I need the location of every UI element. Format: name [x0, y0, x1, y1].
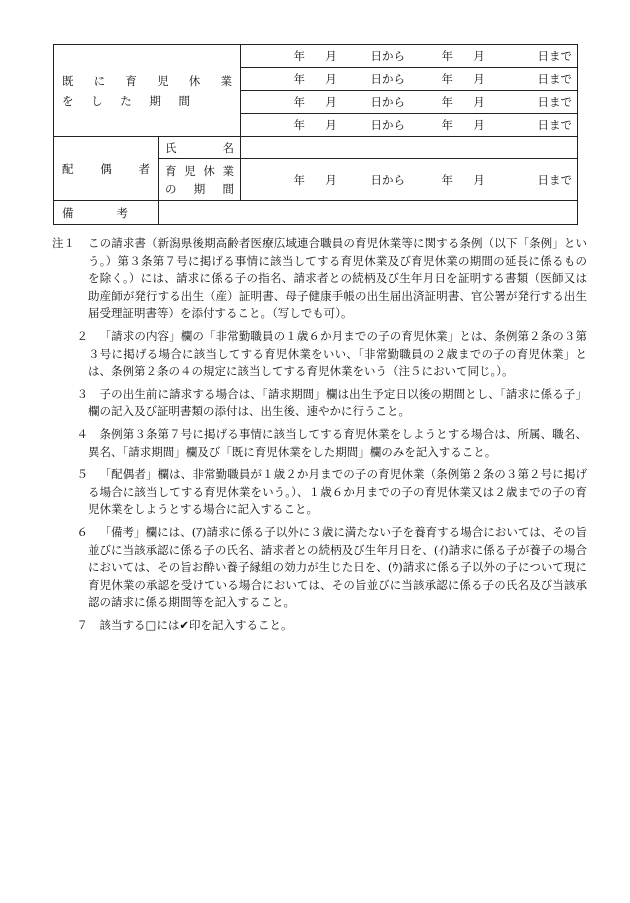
prior-leave-period-3[interactable]	[241, 91, 578, 114]
spouse-leave-label-cell	[159, 159, 241, 201]
note-5-text: 「配偶者」欄は、非常勤職員が１歳２か月までの子の育児休業（条例第２条の３第２号に掲げる場合に該当してする育児休業をいう。）、１歳６か月までの子の育児休業又は２歳までの子の育児休業をしようとする場合に記入すること。	[88, 467, 587, 517]
date-range-row: 年 月 日から 年 月 日まで	[293, 49, 572, 63]
date-range-row: 年 月 日から 年 月 日まで	[293, 172, 572, 187]
spouse-label-cell	[54, 137, 159, 201]
note-7-number: ７	[76, 617, 88, 632]
note-6-text: 「備考」欄には、(ｱ)請求に係る子以外に３歳に満たない子を養育する場合においては、その旨並びに当該承認に係る子の氏名、請求者との続柄及び生年月日を、(ｲ)請求に係る子が養子の場合においては、その旨お酔い養子縁組の効力が生じた日を、(ｳ)請求に係る子以外の子について現に育児休業の承認を受けている場合においては、その旨並びに当該承認に係る子の氏名及び当該承認の請求に係る期間等を記入すること。	[88, 524, 587, 610]
note-7-text: 該当する□には✔印を記入すること。	[99, 617, 293, 632]
spouse-name-label-cell	[159, 137, 241, 159]
note-1-number: 注１	[52, 236, 75, 250]
note-5-number: ５	[76, 467, 88, 482]
prior-leave-label-line2: をした期間	[62, 93, 190, 108]
note-1	[52, 235, 587, 323]
note-2-text: 「請求の内容」欄の「非常勤職員の１歳６か月までの子の育児休業」とは、条例第２条の３第３号に掲げる場合に該当してする育児休業をいい、「非常勤職員の２歳までの子の育児休業」とは、条例第２条の４の規定に該当してする育児休業をいう（注５において同じ。）。	[88, 328, 587, 379]
prior-leave-label-line1: 既に育児休業	[62, 73, 232, 88]
note-6-number: ６	[76, 524, 88, 539]
note-3-text: 子の出生前に請求する場合は、「請求期間」欄は出生予定日以後の期間とし、「請求に係る子」欄の記入及び証明書類の添付は、出生後、速やかに行うこと。	[88, 386, 587, 419]
spouse-leave-label-line2: の期間	[165, 181, 234, 196]
note-3	[52, 386, 587, 421]
note-4-number: ４	[76, 426, 88, 441]
note-4	[52, 426, 587, 461]
prior-leave-period-2[interactable]	[241, 68, 578, 91]
date-range-row: 年 月 日から 年 月 日まで	[293, 95, 572, 109]
note-7	[52, 617, 587, 635]
prior-leave-period-4[interactable]	[241, 114, 578, 137]
note-1-text: この請求書（新潟県後期高齢者医療広域連合職員の育児休業等に関する条例（以下「条例」という。）第３条第７号に掲げる事情に該当してする育児休業及び育児休業の期間の延長に係るものを除く。）には、請求に係る子の指名、請求者との続柄及び生年月日を証明する書類（医師又は助産師が発行する出生（産）証明書、母子健康手帳の出生届出済証明書、官公署が発行する出生届受理証明書等）を添付すること。（写しでも可）。	[88, 236, 587, 321]
note-5	[52, 466, 587, 519]
date-range-row: 年 月 日から 年 月 日まで	[293, 72, 572, 86]
date-range-row: 年 月 日から 年 月 日まで	[293, 118, 572, 132]
remarks-label: 備考	[62, 205, 128, 220]
prior-leave-period-1[interactable]	[241, 45, 578, 68]
spouse-name-label: 氏名	[165, 140, 234, 155]
note-6	[52, 524, 587, 612]
prior-leave-label-cell	[54, 45, 241, 137]
note-2	[52, 328, 587, 381]
notes-section	[52, 235, 587, 639]
spouse-leave-period[interactable]	[241, 159, 578, 201]
note-3-number: ３	[76, 386, 88, 401]
remarks-label-cell	[54, 201, 159, 225]
remarks-input[interactable]	[159, 201, 578, 225]
leave-request-form-table	[53, 44, 578, 225]
note-2-number: ２	[76, 328, 88, 343]
spouse-leave-label-line1: 育児休業	[165, 163, 234, 178]
spouse-name-input[interactable]	[241, 137, 578, 159]
spouse-label: 配偶者	[62, 161, 150, 176]
note-4-text: 条例第３条第７号に掲げる事情に該当してする育児休業をしようとする場合は、所属、職名、異名、「請求期間」欄及び「既に育児休業をした期間」欄のみを記入すること。	[88, 426, 587, 459]
